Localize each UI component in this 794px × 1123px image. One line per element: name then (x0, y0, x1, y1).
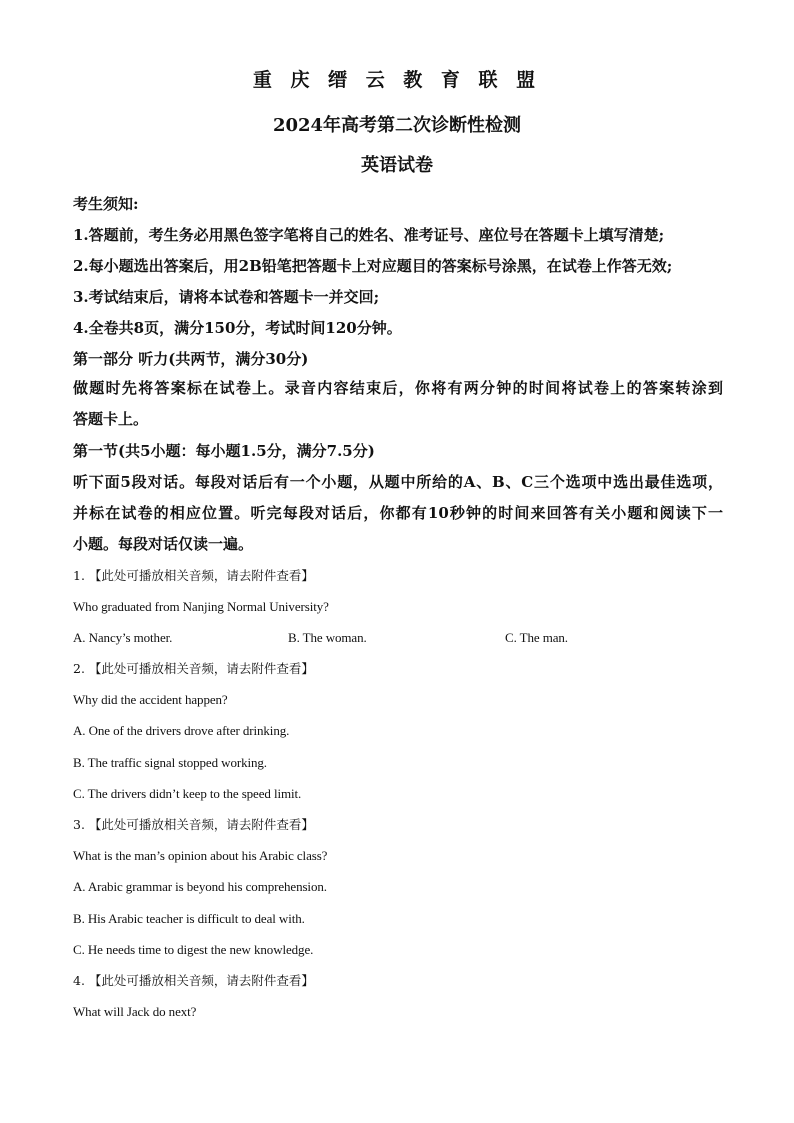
question-text: Why did the accident happen? (73, 692, 228, 707)
option-c: C. The man. (505, 630, 568, 645)
instruction-line: 小题。每段对话仅读一遍。 (73, 535, 254, 553)
option-b: B. The traffic signal stopped working. (73, 755, 267, 770)
org-title: 重 庆 缙 云 教 育 联 盟 (252, 69, 542, 91)
section1-instruction (73, 472, 723, 565)
part1-instruction (73, 378, 723, 440)
option-b: B. The woman. (288, 630, 367, 645)
notice-item: 4.全卷共8页，满分150分，考试时间120分钟。 (73, 319, 402, 337)
section1-heading: 第一节(共5小题：每小题1.5分，满分7.5分) (73, 442, 375, 460)
option-b: B. His Arabic teacher is difficult to deal with. (73, 911, 305, 926)
question-text: Who graduated from Nanjing Normal University? (73, 599, 329, 614)
instruction-line: 听下面5段对话。每段对话后有一个小题，从题中所给的A、B、C三个选项中选出最佳选项， (73, 473, 723, 491)
instruction-line: 并标在试卷的相应位置。听完每段对话后，你都有10秒钟的时间来回答有关小题和阅读下一 (73, 504, 723, 522)
notice-item: 3.考试结束后，请将本试卷和答题卡一并交回; (73, 288, 380, 306)
question-text: What is the man’s opinion about his Arabic class? (73, 848, 328, 863)
instruction-line: 做题时先将答案标在试卷上。录音内容结束后，你将有两分钟的时间将试卷上的答案转涂到 (73, 379, 723, 397)
part1-heading: 第一部分 听力(共两节，满分30分) (73, 350, 309, 368)
question-label: 3. 【此处可播放相关音频，请去附件查看】 (73, 817, 314, 832)
option-c: C. The drivers didn’t keep to the speed limit. (73, 786, 302, 801)
option-c: C. He needs time to digest the new knowledge. (73, 942, 314, 957)
instruction-line: 答题卡上。 (73, 410, 149, 428)
subject-title: 英语试卷 (361, 155, 433, 176)
question-label: 1. 【此处可播放相关音频，请去附件查看】 (73, 568, 314, 583)
option-a: A. Nancy’s mother. (73, 630, 173, 645)
option-a: A. Arabic grammar is beyond his comprehension. (73, 879, 327, 894)
option-a: A. One of the drivers drove after drinking. (73, 723, 290, 738)
question-text: What will Jack do next? (73, 1004, 197, 1019)
question-label: 4. 【此处可播放相关音频，请去附件查看】 (73, 973, 314, 988)
question-label: 2. 【此处可播放相关音频，请去附件查看】 (73, 661, 314, 676)
exam-title: 2024年高考第二次诊断性检测 (272, 115, 522, 136)
notice-item: 2.每小题选出答案后，用2B铅笔把答题卡上对应题目的答案标号涂黑，在试卷上作答无效; (73, 257, 673, 275)
notice-item: 1.答题前，考生务必用黑色签字笔将自己的姓名、准考证号、座位号在答题卡上填写清楚; (73, 226, 665, 244)
notice-heading: 考生须知: (73, 195, 139, 213)
